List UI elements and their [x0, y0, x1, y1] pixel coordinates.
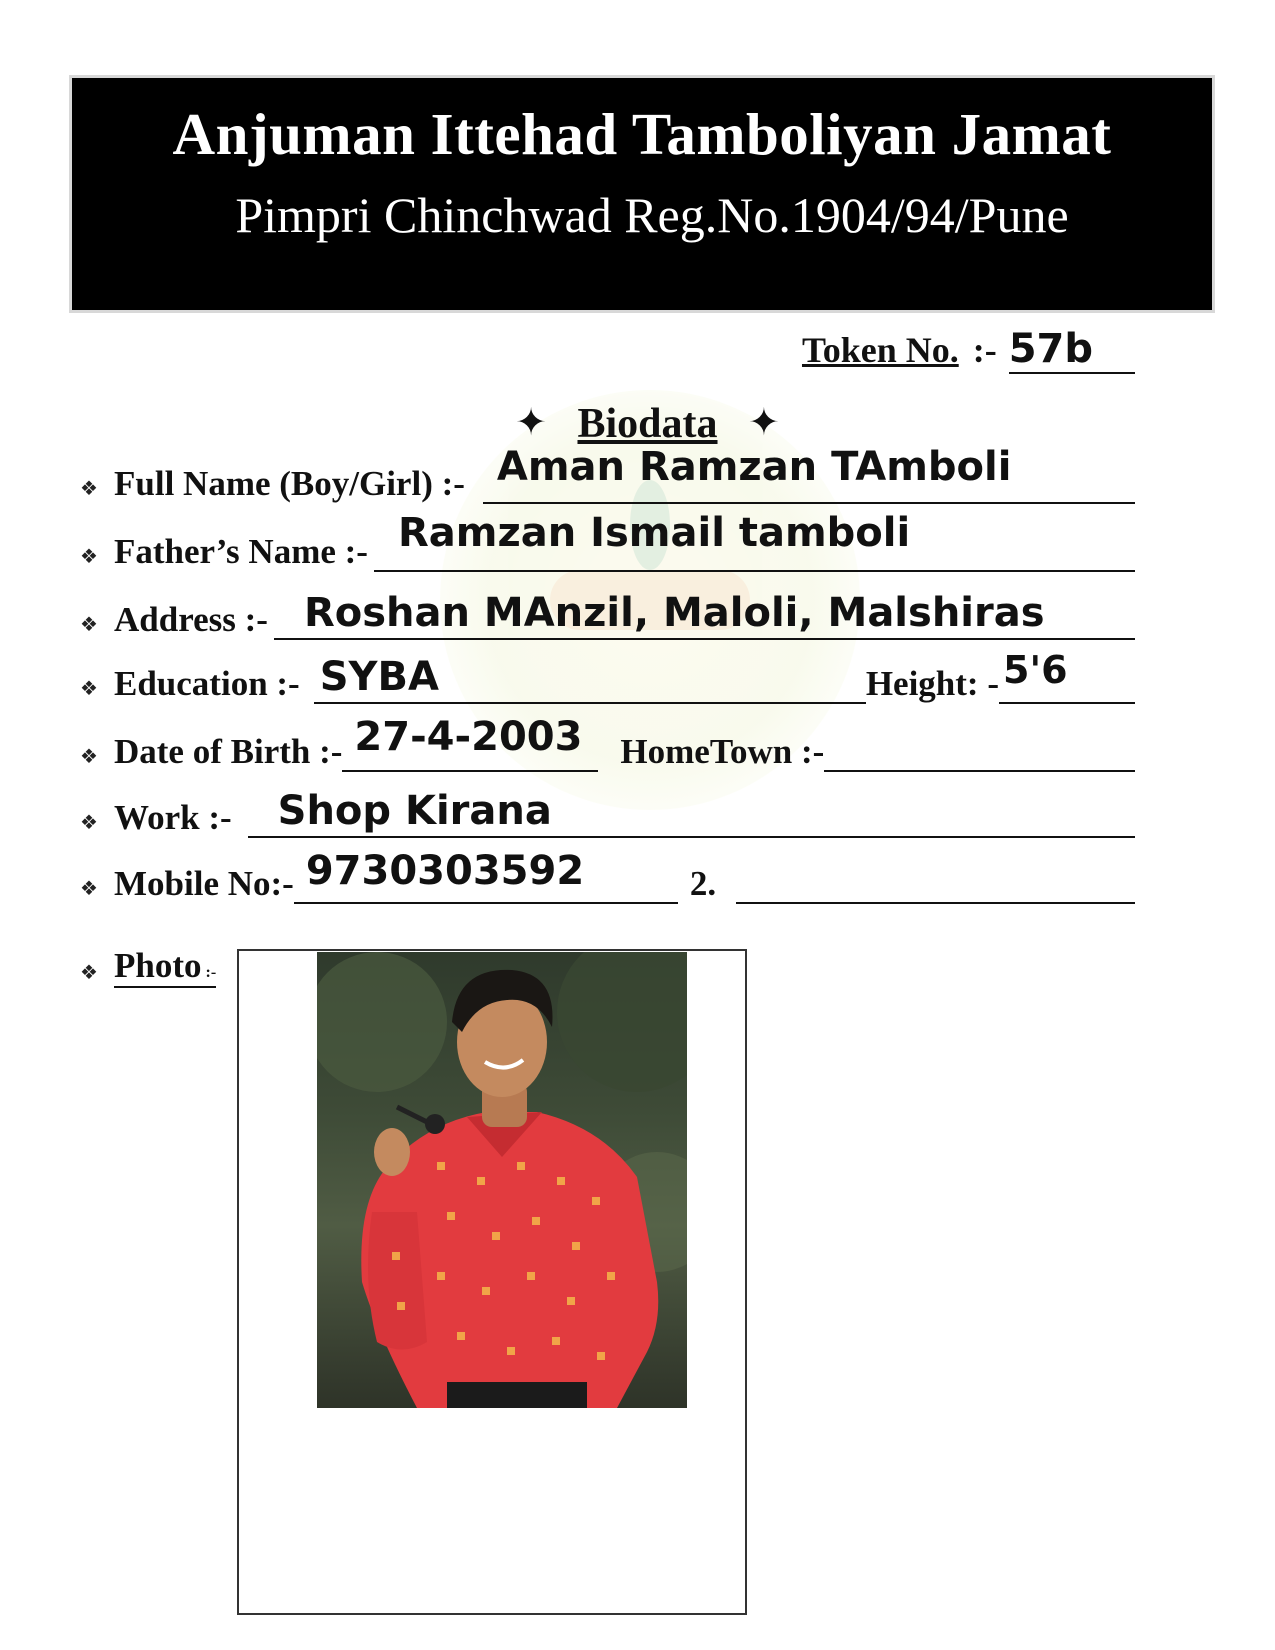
address-value: Roshan MAnzil, Maloli, Malshiras: [303, 590, 1045, 636]
height-label: Height: -: [865, 664, 999, 703]
hometown-field[interactable]: [824, 730, 1135, 772]
mobile-2-label: 2.: [689, 864, 717, 903]
bullet-icon: ❖: [80, 676, 98, 700]
token-number: [802, 326, 1135, 374]
address-label: Address :-: [114, 600, 268, 639]
bullet-icon: ❖: [80, 876, 98, 900]
bullet-icon: ❖: [80, 544, 98, 568]
bullet-icon: ❖: [80, 810, 98, 834]
full-name-row: [80, 444, 1135, 504]
dob-row: [80, 714, 1135, 772]
mobile-field[interactable]: [294, 848, 678, 904]
mobile-value: 9730303592: [305, 848, 585, 894]
photo-label: Photo: [114, 946, 202, 985]
work-field[interactable]: [248, 788, 1135, 838]
person-photo-illustration: [317, 952, 687, 1408]
address-row: [80, 590, 1135, 640]
header-banner: [72, 78, 1212, 310]
father-name-value: Ramzan Ismail tamboli: [397, 510, 911, 556]
work-row: [80, 788, 1135, 838]
bullet-icon: ❖: [80, 612, 98, 636]
organization-name: Anjuman Ittehad Tamboliyan Jamat: [172, 101, 1112, 167]
education-row: [80, 648, 1135, 704]
star-icon-right: ✦: [748, 400, 780, 444]
mobile-row: [80, 848, 1135, 904]
mobile-label: Mobile No:-: [114, 864, 294, 903]
bullet-icon: ❖: [80, 960, 98, 984]
biodata-title: Biodata: [577, 401, 718, 447]
full-name-label: Full Name (Boy/Girl) :-: [114, 464, 465, 503]
height-field[interactable]: [999, 648, 1135, 704]
full-name-field[interactable]: [483, 444, 1135, 504]
token-value: 57b: [1009, 326, 1135, 374]
full-name-value: Aman Ramzan TAmboli: [496, 444, 1012, 490]
education-label: Education :-: [114, 664, 300, 703]
father-name-field[interactable]: [374, 510, 1135, 572]
mobile-2-field[interactable]: [736, 862, 1135, 904]
token-separator: :-: [972, 330, 997, 370]
education-value: SYBA: [319, 654, 439, 700]
dob-field[interactable]: [342, 714, 598, 772]
height-value: 5'6: [1003, 648, 1068, 692]
work-label: Work :-: [114, 798, 232, 837]
profile-photo: [317, 952, 687, 1408]
photo-label-suffix: :-: [205, 964, 217, 981]
photo-label-wrap: [114, 946, 216, 988]
father-name-row: [80, 510, 1135, 572]
organization-registration: Pimpri Chinchwad Reg.No.1904/94/Pune: [235, 187, 1069, 243]
dob-label: Date of Birth :-: [114, 732, 343, 771]
dob-value: 27-4-2003: [354, 714, 583, 760]
work-value: Shop Kirana: [277, 788, 552, 834]
bullet-icon: ❖: [80, 476, 98, 500]
token-label: Token No.: [801, 330, 959, 370]
father-name-label: Father’s Name :-: [114, 532, 368, 571]
bullet-icon: ❖: [80, 744, 98, 768]
biodata-heading: [0, 400, 1275, 448]
address-field[interactable]: [274, 590, 1135, 640]
photo-row: [80, 946, 216, 988]
hometown-label: HomeTown :-: [620, 732, 825, 771]
star-icon-left: ✦: [515, 400, 547, 444]
education-field[interactable]: [314, 654, 866, 704]
